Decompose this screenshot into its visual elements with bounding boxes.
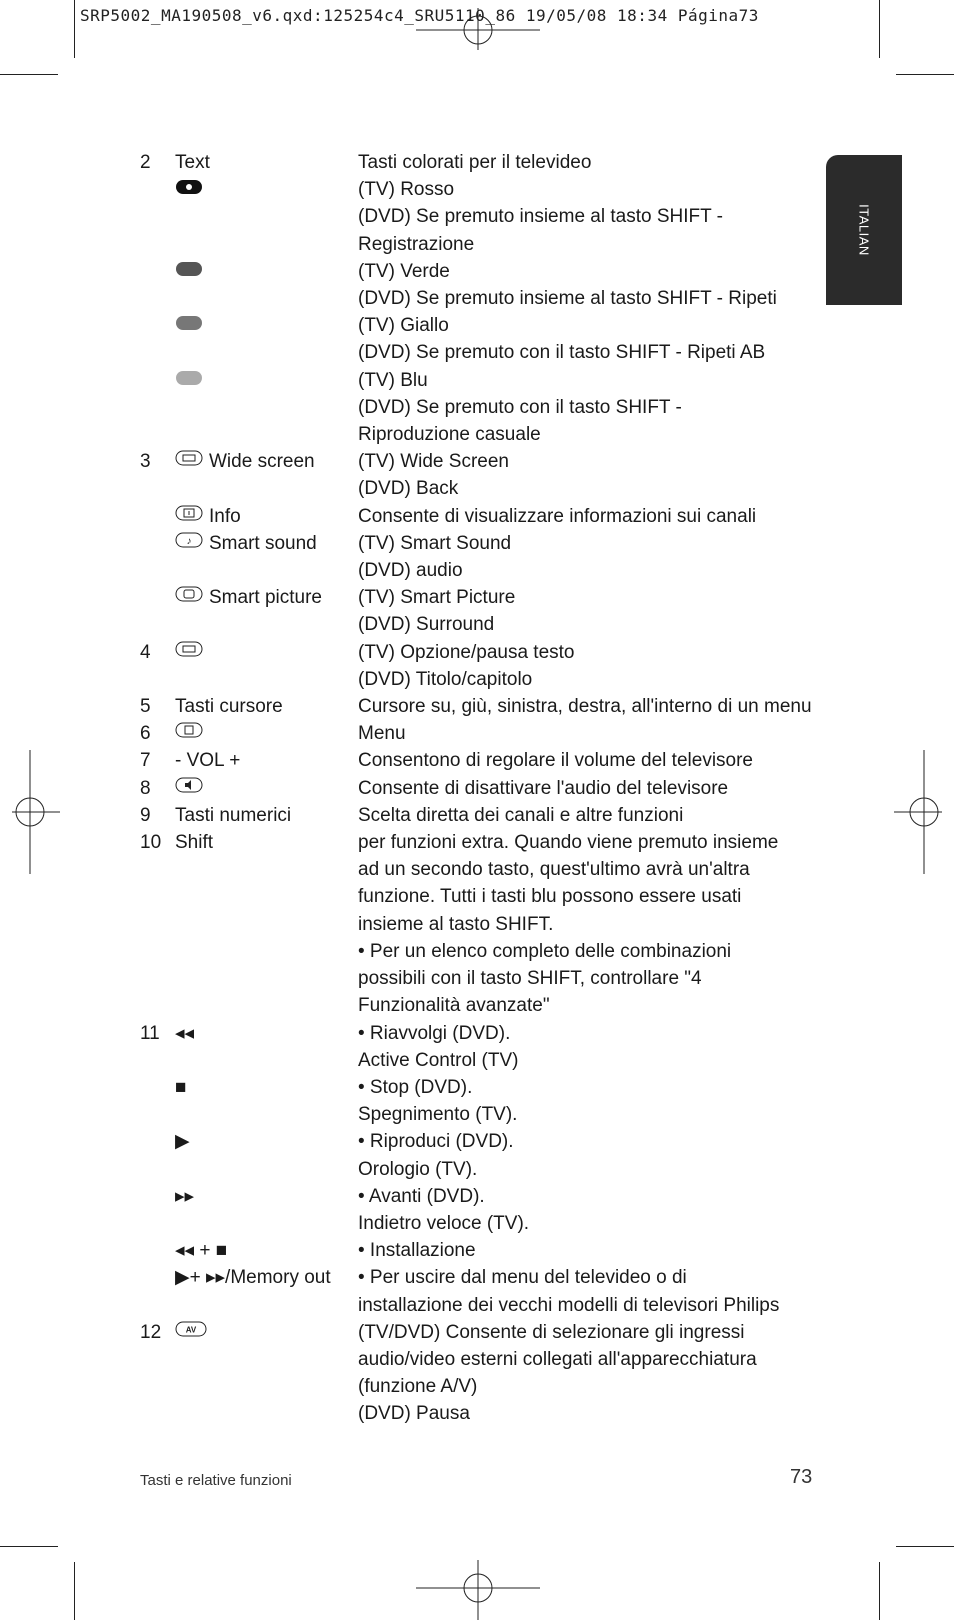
print-slug: SRP5002_MA190508_v6.qxd:125254c4_SRU5110_86 19/05/08 18:34 Página73 [80,6,759,25]
row-key [175,829,358,856]
function-row [140,720,820,747]
row-description: (TV) Rosso [358,179,455,201]
crop-mark-top-right-h [896,74,954,75]
row-number: 6 [140,723,151,745]
row-number: 12 [140,1321,162,1343]
function-row [140,747,820,774]
row-key-label: ◂◂ + ■ [175,1240,228,1262]
function-row [140,1264,820,1318]
info-icon [175,503,203,530]
svg-text:♪: ♪ [186,535,192,547]
row-key-label: ■ [175,1076,187,1098]
row-key [175,1183,358,1210]
row-description: • Riproduci (DVD). Orologio (TV). [358,1131,514,1180]
row-description: (DVD) Se premuto con il tasto SHIFT - Ripeti AB [358,342,766,364]
registration-mark-top [416,0,540,50]
function-row [140,530,820,584]
row-key [175,1264,358,1291]
row-key [175,639,358,666]
crop-mark-bottom-right-v [879,1562,880,1620]
function-row [140,802,820,829]
row-description: • Installazione [358,1240,476,1262]
row-description: (TV) Giallo [358,315,449,337]
row-description: (TV) Smart Picture (DVD) Surround [358,587,516,636]
row-key [175,530,358,557]
function-row [140,829,820,1019]
function-row [140,339,820,366]
row-description: • Per uscire dal menu del televideo o di installazione dei vecchi modelli di televisori Philips [358,1267,780,1316]
function-row [140,149,820,176]
row-description: (DVD) Se premuto insieme al tasto SHIFT - Ripeti [358,288,777,310]
registration-mark-left [0,750,60,874]
option-icon [175,639,203,666]
row-description: (TV) Blu [358,369,428,391]
row-description: (TV) Smart Sound (DVD) audio [358,532,512,582]
crop-mark-top-right-v [879,0,880,58]
row-key [175,312,358,339]
row-key [175,1128,358,1155]
row-key [175,448,358,475]
row-description: Consente di disattivare l'audio del televisore [358,777,729,799]
row-description: (TV) Opzione/pausa testo (DVD) Titolo/capitolo [358,641,575,690]
function-list [140,149,820,1428]
row-key [175,367,358,394]
row-key-label: Wide screen [209,451,315,473]
function-row [140,503,820,530]
row-number: 11 [140,1022,160,1044]
row-description: Scelta diretta dei canali e altre funzioni [358,804,684,826]
row-key-label: Smart picture [209,587,322,609]
row-number: 10 [140,832,162,854]
row-number: 2 [140,152,151,173]
function-row [140,285,820,312]
row-key [175,258,358,285]
row-description: Cursore su, giù, sinistra, destra, all'interno di un menu [358,696,812,718]
function-row [140,1020,820,1074]
row-key [175,1074,358,1101]
row-key-label: ▸▸ [175,1185,195,1207]
function-row [140,258,820,285]
row-description: • Stop (DVD). Spegnimento (TV). [358,1076,518,1126]
function-row [140,203,820,257]
row-key [175,285,358,312]
footer-section-title: Tasti e relative funzioni [140,1472,292,1489]
row-key [175,339,358,366]
function-row [140,1183,820,1237]
smart-picture-icon [175,584,203,611]
row-key-label: ▶ [175,1131,190,1153]
row-key [175,775,358,802]
row-description: (TV/DVD) Consente di selezionare gli ingressi audio/video esterni collegati all'apparecchiatura (funzione A/V) (DVD) Pausa [358,1321,757,1425]
row-key-label: Tasti cursore [175,696,283,718]
function-row [140,639,820,693]
row-key [175,149,358,176]
function-row [140,1319,820,1428]
row-number: 9 [140,804,151,826]
function-row [140,1128,820,1182]
row-key-label: - VOL + [175,750,241,772]
function-row [140,584,820,638]
av-icon [175,1319,207,1346]
row-key-label: Info [209,505,241,527]
function-row [140,693,820,720]
function-row [140,367,820,394]
wide-screen-icon [175,448,203,475]
row-key [175,394,358,421]
smart-sound-icon [175,530,203,557]
crop-mark-bottom-right-h [896,1546,954,1547]
registration-mark-right [894,750,954,874]
green-button-icon [175,258,203,285]
row-description: Consente di visualizzare informazioni sui canali [358,505,757,527]
row-key-label: Shift [175,832,214,854]
row-number: 7 [140,750,151,772]
row-description: (DVD) Se premuto insieme al tasto SHIFT - Registrazione [358,206,723,255]
function-row [140,448,820,502]
row-key-label: Text [175,152,210,173]
row-description: per funzioni extra. Quando viene premuto insieme ad un secondo tasto, quest'ultimo avrà un'altra funzione. Tutti i tasti blu possono essere usati insieme al tasto SHIFT. • Per un elenco completo delle combinazioni possibili con il tasto SHIFT, controllare "4 Funzionalità avanzate" [358,832,779,1017]
page-number: 73 [790,1466,813,1488]
crop-mark-top-left-v [74,0,75,58]
row-key-label: ▶+ ▸▸/Memory out [175,1267,331,1289]
row-description: Consentono di regolare il volume del televisore [358,750,754,772]
crop-mark-top-left-h [0,74,58,75]
row-number: 8 [140,777,151,799]
row-key-label: ◂◂ [175,1022,195,1044]
row-key [175,203,358,230]
language-tab-label: ITALIAN [856,204,872,256]
row-key [175,584,358,611]
row-number: 4 [140,641,151,663]
function-row [140,1074,820,1128]
row-description: (TV) Wide Screen (DVD) Back [358,451,509,500]
row-number: 3 [140,451,151,473]
row-key [175,747,358,774]
red-button-icon [175,176,203,203]
yellow-button-icon [175,312,203,339]
function-row [140,312,820,339]
function-row [140,394,820,448]
crop-mark-bottom-left-h [0,1546,58,1547]
svg-text:AV: AV [185,1325,197,1335]
row-key [175,1319,358,1346]
crop-mark-bottom-left-v [74,1562,75,1620]
function-row [140,775,820,802]
row-description: (DVD) Se premuto con il tasto SHIFT - Riproduzione casuale [358,396,682,446]
row-key [175,720,358,747]
row-number: 5 [140,696,151,718]
blue-button-icon [175,367,203,394]
row-description: Tasti colorati per il televideo [358,152,592,173]
row-key [175,693,358,720]
row-description: • Riavvolgi (DVD). Active Control (TV) [358,1022,519,1071]
row-key [175,1237,358,1264]
row-key-label: Smart sound [209,532,317,554]
registration-mark-bottom [416,1560,540,1620]
language-tab [826,155,902,305]
row-description: Menu [358,723,406,745]
function-row [140,176,820,203]
function-row [140,1237,820,1264]
row-key [175,176,358,203]
row-key [175,503,358,530]
mute-icon [175,775,203,802]
row-key [175,802,358,829]
menu-icon [175,720,203,747]
row-key-label: Tasti numerici [175,804,292,826]
row-description: • Avanti (DVD). Indietro veloce (TV). [358,1185,530,1234]
row-key [175,1020,358,1047]
row-description: (TV) Verde [358,260,450,282]
